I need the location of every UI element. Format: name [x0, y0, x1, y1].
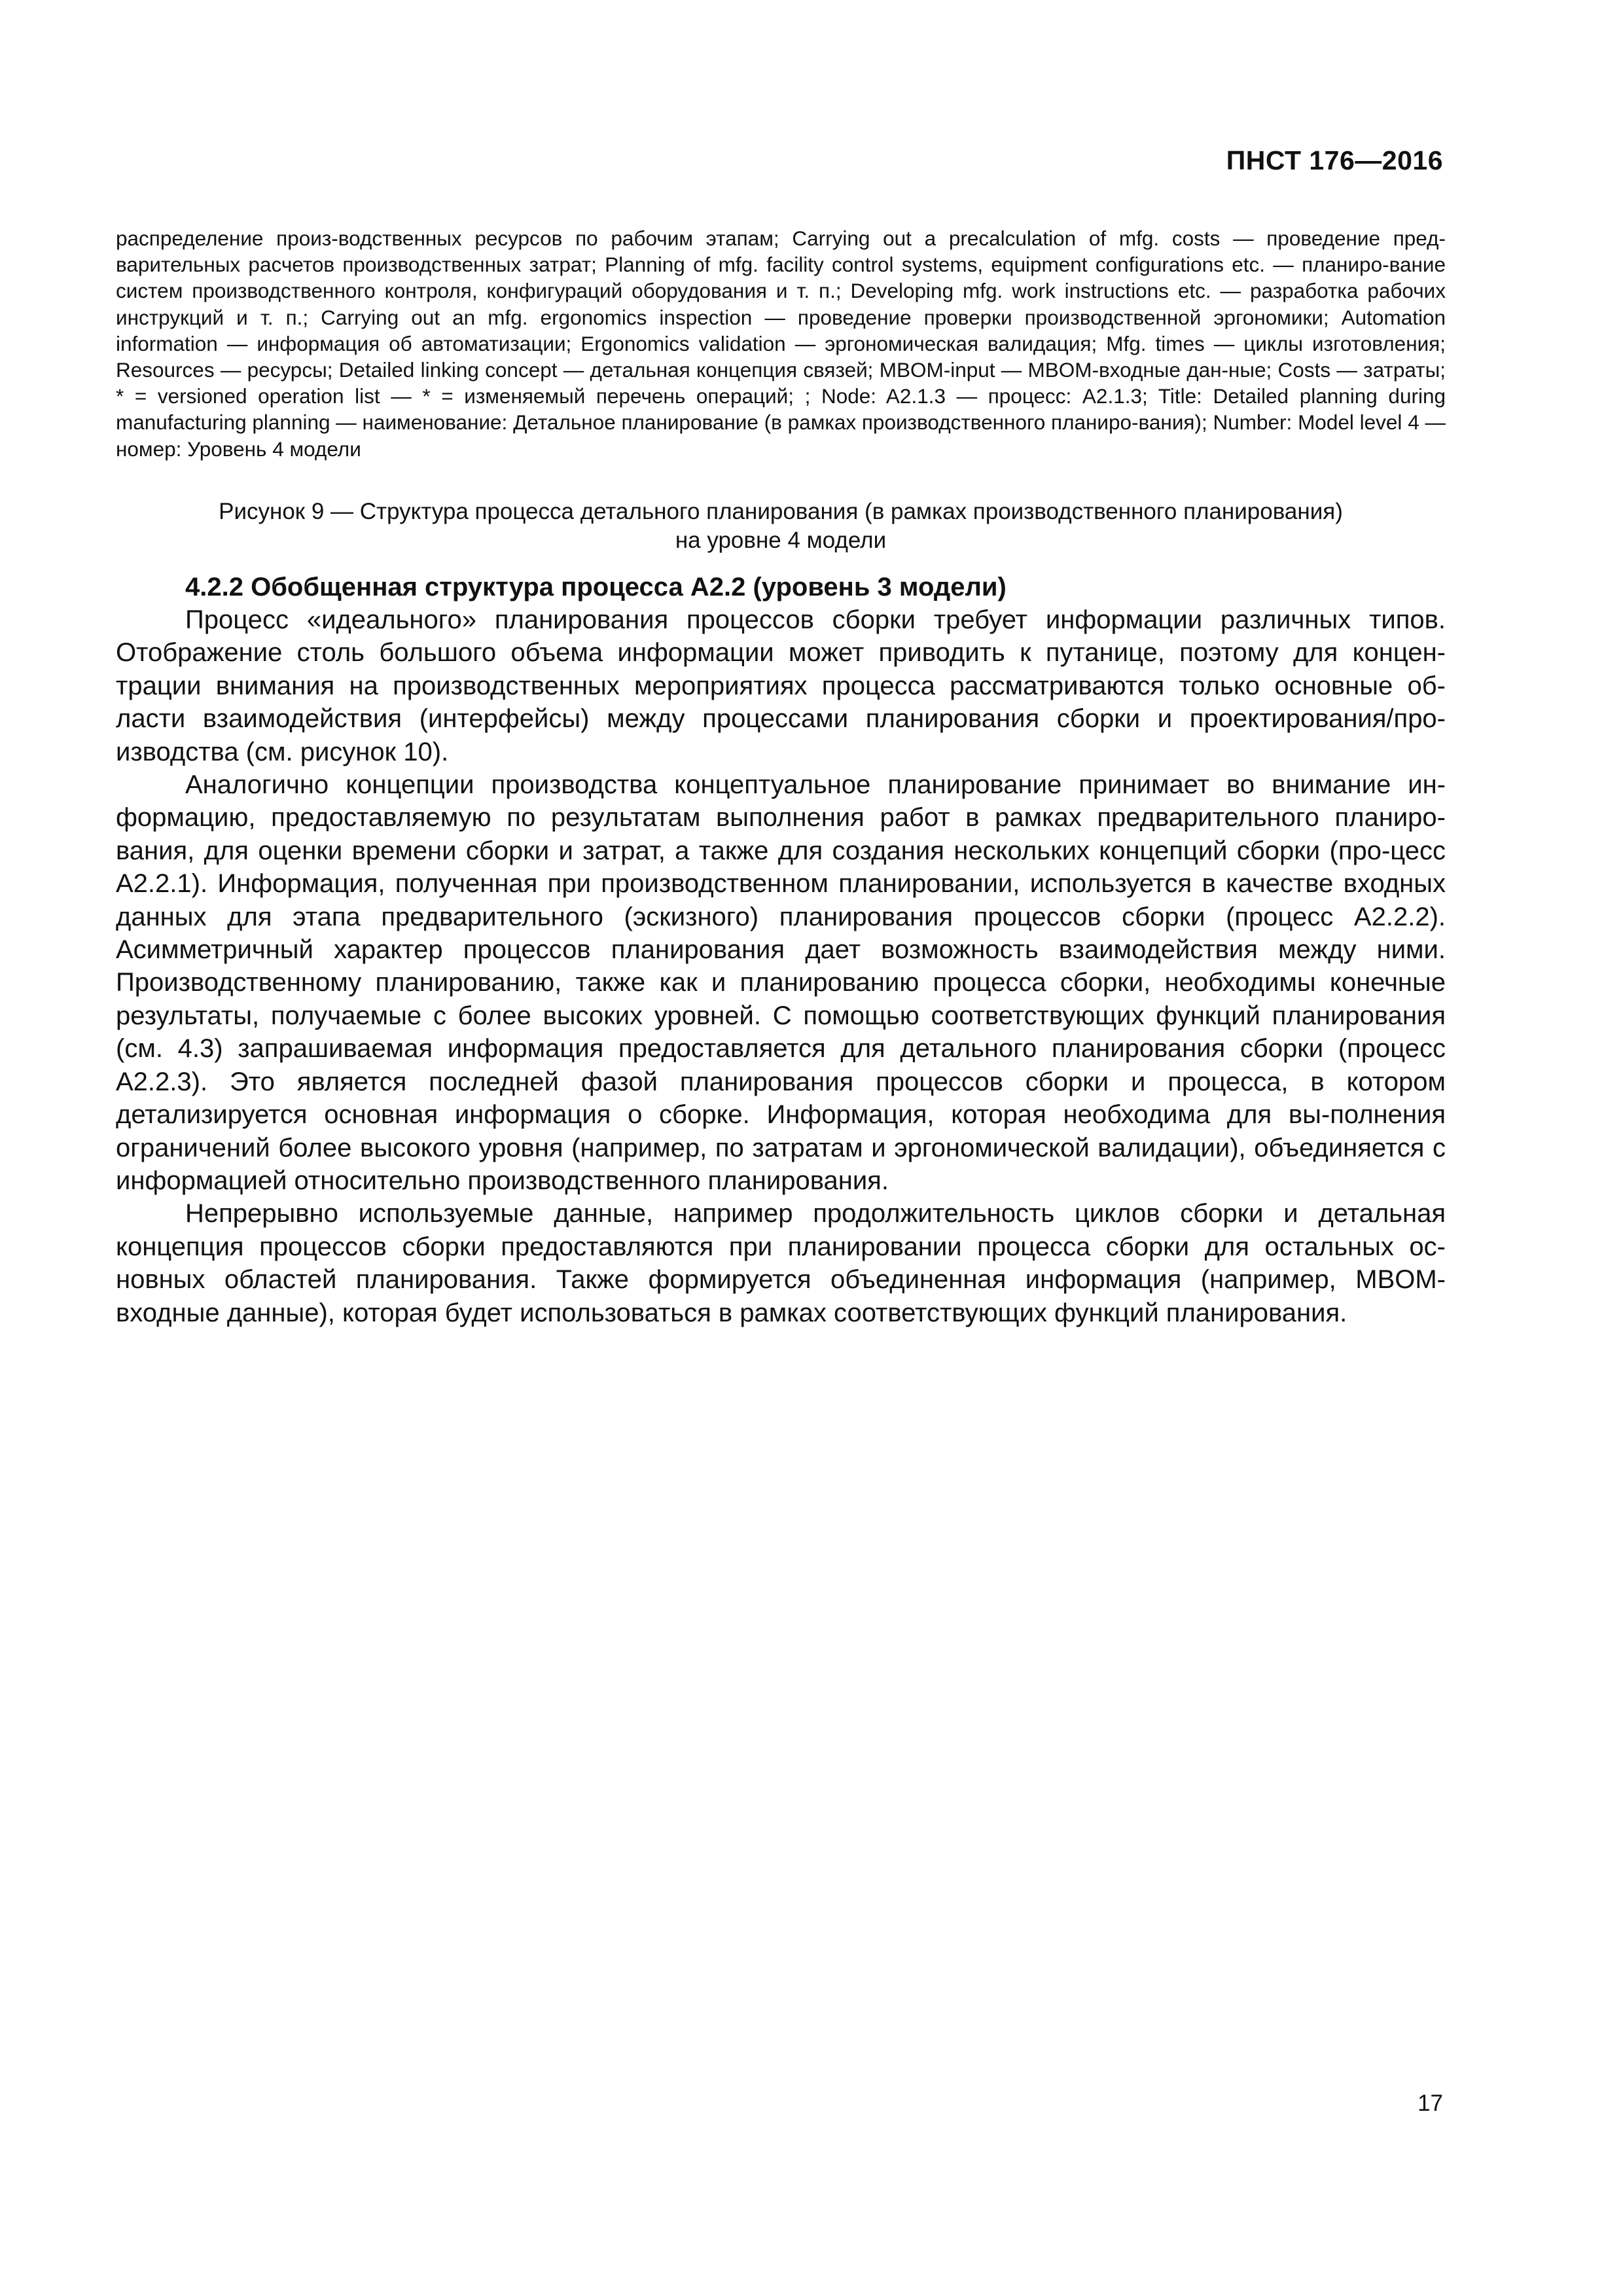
- paragraph: Аналогично концепции производства концептуальное планирование принимает во внимание ин-формацию, предоставляемую по результатам выполнения работ в рамках предварительного планиро-вания, для оценки времени сборки и затрат, а также для создания нескольких концепций сборки (про-цесс А2.2.1). Информация, полученная при производственном планировании, используется в качестве входных данных для этапа предварительного (эскизного) планирования процессов сборки (процесс А2.2.2). Асимметричный характер процессов планирования дает возможность взаимодействия между ними. Производственному планированию, также как и планированию процесса сборки, необходимы конечные результаты, получаемые с более высоких уровней. С помощью соответствующих функций планирования (см. 4.3) запрашиваемая информация предоставляется для детального планирования сборки (процесс А2.2.3). Это является последней фазой планирования процессов сборки и процесса, в котором детализируется основная информация о сборке. Информация, которая необходима для вы-полнения ограничений более высокого уровня (например, по затратам и эргономической валидации), объединяется с информацией относительно производственного планирования.: [116, 770, 1446, 1195]
- paragraph: Непрерывно используемые данные, например продолжительность циклов сборки и детальная концепция процессов сборки предоставляются при планировании процесса сборки для остальных ос-новных областей планирования. Также формируется объединенная информация (например, MBOM-входные данные), которая будет использоваться в рамках соответствующих функций планирования.: [116, 1199, 1446, 1327]
- figure-caption-line-2: на уровне 4 модели: [675, 528, 887, 553]
- figure-caption-line-1: Рисунок 9 — Структура процесса детального планирования (в рамках производственного планирования): [219, 499, 1343, 524]
- document-code: ПНСТ 176—2016: [1226, 145, 1443, 175]
- page-number: 17: [1418, 2090, 1443, 2116]
- section-heading: 4.2.2 Обобщенная структура процесса А2.2 (уровень 3 модели): [185, 573, 1007, 601]
- paragraph: Процесс «идеального» планирования процессов сборки требует информации различных типов. Отображение столь большого объема информации может приводить к путанице, поэтому для концен-трации внимания на производственных мероприятиях процесса рассматриваются только основные об-ласти взаимодействия (интерфейсы) между процессами планирования сборки и проектирования/про-изводства (см. рисунок 10).: [116, 605, 1446, 766]
- figure-legend-text: распределение произ-водственных ресурсов по рабочим этапам; Carrying out a precalculation of mfg. costs — проведение пред-варительных расчетов производственных затрат; Planning of mfg. facility control systems, equipment configurations etc. — планиро-вание систем производственного контроля, конфигураций оборудования и т. п.; Developing mfg. work instructions etc. — разработка рабочих инструкций и т. п.; Carrying out an mfg. ergonomics inspection — проведение проверки производственной эргономики; Automation information — информация об автоматизации; Ergonomics validation — эргономическая валидация; Mfg. times — циклы изготовления; Resources — ресурсы; Detailed linking concept — детальная концепция связей; MBOM-input — MBOM-входные дан-ные; Costs — затраты; * = versioned operation list — * = изменяемый перечень операций; ; Node: A2.1.3 — процесс: A2.1.3; Title: Detailed planning during manufacturing planning — наименование: Детальное планирование (в рамках производственного планиро-вания); Number: Model level 4 — номер: Уровень 4 модели: [116, 226, 1446, 461]
- figure-caption: [116, 497, 1446, 555]
- section-body: [116, 603, 1446, 1329]
